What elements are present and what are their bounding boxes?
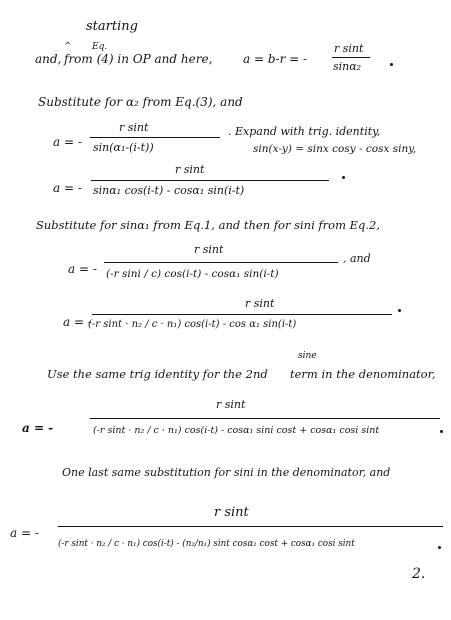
eq2-den: sinα₁ cos(i-t) - cosα₁ sin(i-t) <box>93 184 245 197</box>
eq6-bar <box>58 526 443 527</box>
annotation-sine: sine <box>298 351 317 361</box>
eq5-lhs: a = - <box>22 421 54 435</box>
step-substitute-sinalpha1: Substitute for sinα₁ from Eq.1, and then for sini from Eq.2, <box>36 218 381 232</box>
eq2-lhs: a = - <box>53 181 82 195</box>
eq5-bar <box>90 418 440 419</box>
eq2-bar <box>91 180 329 181</box>
eq3-den: (-r sini / c) cos(i-t) - cosα₁ sin(i-t) <box>106 268 279 280</box>
page-number: 2. <box>412 566 426 582</box>
fraction-den: sinα₂ <box>333 60 362 73</box>
eq3-num: r sint <box>194 243 224 256</box>
eq3-lhs: a = - <box>68 262 97 276</box>
step-last-substitution: One last same substitution for sini in the denominator, and <box>62 466 391 479</box>
period-mark <box>398 309 401 312</box>
eq1-expand-note: . Expand with trig. identity, <box>228 125 381 138</box>
annotation-eq: Eq. <box>92 42 108 52</box>
step-term-denominator: term in the denominator, <box>290 367 436 381</box>
eq4-den: (-r sint · n₂ / c · n₁) cos(i-t) - cos α₁ sin(i-t) <box>88 319 297 330</box>
eq5-den: (-r sint · n₂ / c · n₁) cos(i-t) - cosα₁ sini cost + cosα₁ cosi sint <box>93 425 380 436</box>
annotation-starting: starting <box>86 19 138 34</box>
eq4-lhs: a = - <box>63 315 92 329</box>
eq5-num: r sint <box>216 398 246 411</box>
period-mark <box>438 546 441 549</box>
eq2-num: r sint <box>175 163 205 176</box>
step-substitute-alpha2: Substitute for α₂ from Eq.(3), and <box>38 95 243 109</box>
period-mark <box>440 430 443 433</box>
text-and: and, <box>35 52 62 66</box>
fraction-num: r sint <box>334 42 364 55</box>
eq4-bar <box>92 314 392 315</box>
insert-caret: ^ <box>64 42 72 52</box>
eq1-lhs: a = - <box>53 135 82 149</box>
eq1-bar <box>90 137 220 138</box>
eq4-num: r sint <box>245 297 275 310</box>
eq6-den: (-r sint · n₂ / c · n₁) cos(i-t) - (n₂/n₁) sint cosα₁ cost + cosα₁ cosi sint <box>58 539 355 549</box>
period-mark <box>342 176 345 179</box>
eq1-num: r sint <box>119 121 149 134</box>
eq6-num: r sint <box>214 505 249 520</box>
period-mark <box>390 63 393 66</box>
fraction-bar <box>332 57 370 58</box>
equation-a-br: a = b-r = - <box>243 52 308 66</box>
eq3-bar <box>104 262 338 263</box>
eq3-and: , and <box>343 252 371 265</box>
eq1-den: sin(α₁-(i-t)) <box>93 141 154 154</box>
trig-identity: sin(x-y) = sinx cosy - cosx siny, <box>253 143 417 155</box>
step-same-identity: Use the same trig identity for the 2nd <box>47 367 268 381</box>
eq6-lhs: a = - <box>10 526 39 540</box>
text-from-eq4: from (4) in OP and here, <box>64 52 213 66</box>
